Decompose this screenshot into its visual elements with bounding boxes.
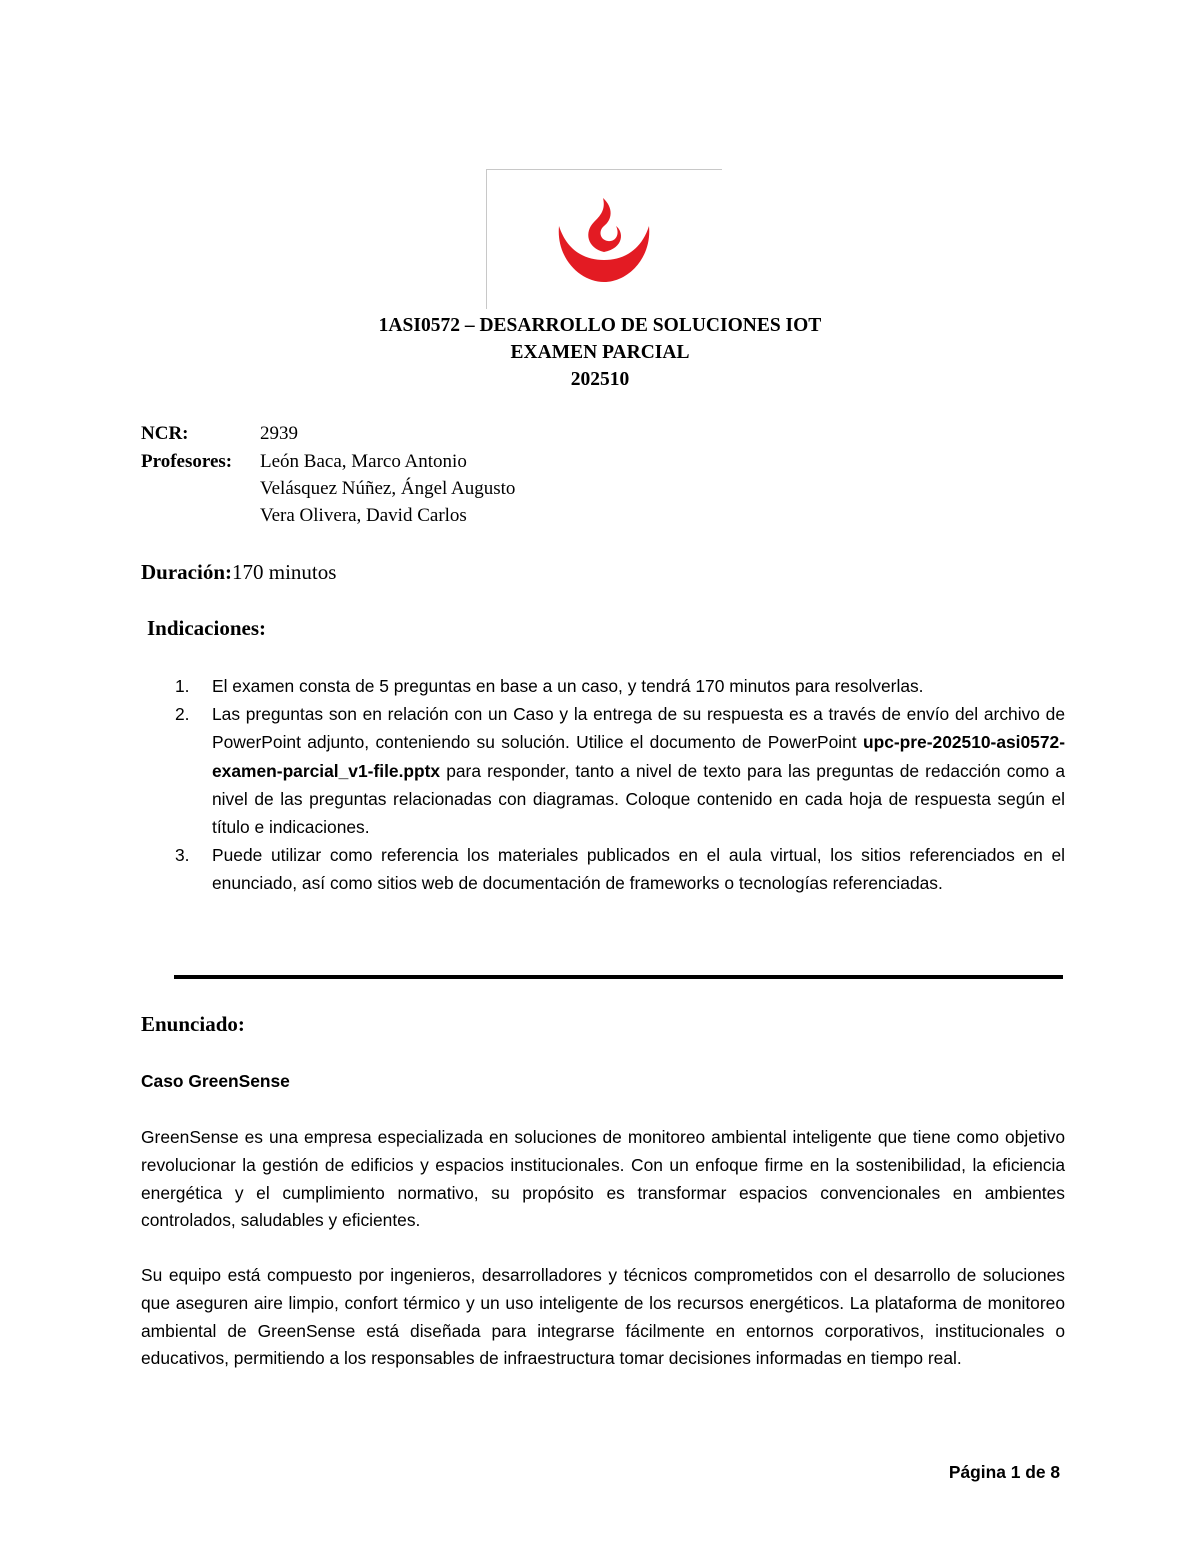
ncr-value: 2939 bbox=[260, 423, 298, 444]
statement-paragraph: GreenSense es una empresa especializada en soluciones de monitoreo ambiental inteligente que tiene como objetivo revolucionar la gestión de edificios y espacios institucionales. Con un enfoque firme en la sostenibilidad, la eficiencia energética y el cumplimiento normativo, su propósito es transformar espacios convencionales en ambientes controlados, saludables y eficientes. bbox=[141, 1127, 1065, 1231]
list-item bbox=[141, 700, 1065, 841]
page-number: Página 1 de 8 bbox=[948, 1462, 1060, 1482]
course-title: 1ASI0572 – DESARROLLO DE SOLUCIONES IOT bbox=[378, 315, 822, 336]
instructions-list bbox=[141, 672, 1065, 898]
statement-paragraph: Su equipo está compuesto por ingenieros, desarrolladores y técnicos comprometidos con el desarrollo de soluciones que aseguren aire limpio, confort térmico y un uso inteligente de los recursos energéticos. La plataforma de monitoreo ambiental de GreenSense está diseñada para integrarse fácilmente en entornos corporativos, institucionales o educativos, permitiendo a los responsables de infraestructura tomar decisiones informadas en tiempo real. bbox=[141, 1265, 1065, 1369]
list-item bbox=[141, 841, 1065, 897]
item-number: 2. bbox=[175, 704, 190, 725]
ncr-label: NCR: bbox=[141, 423, 189, 444]
duration bbox=[141, 559, 336, 585]
item-number: 1. bbox=[175, 676, 190, 696]
university-flame-logo-icon bbox=[554, 196, 654, 284]
indications-heading: Indicaciones: bbox=[147, 616, 267, 640]
professor-name: Vera Olivera, David Carlos bbox=[260, 505, 467, 526]
professor-name: Velásquez Núñez, Ángel Augusto bbox=[260, 478, 516, 499]
duration-label: Duración: bbox=[141, 560, 232, 584]
case-title: Caso GreenSense bbox=[141, 1071, 290, 1091]
item-number: 3. bbox=[175, 845, 190, 866]
file-name: upc-pre-202510-asi0572-examen-parcial_v1-file.pptx bbox=[212, 732, 1065, 781]
item-text: Puede utilizar como referencia los materiales publicados en el aula virtual, los sitios referenciados en el enunciado, así como sitios web de documentación de frameworks o tecnologías referenciadas. bbox=[212, 845, 1065, 894]
professors-label: Profesores: bbox=[141, 451, 233, 472]
section-divider bbox=[174, 975, 1063, 979]
item-text: para responder, tanto a nivel de texto para las preguntas de redacción como a nivel de las preguntas relacionadas con diagramas. Coloque contenido en cada hoja de respuesta según el título e indicaciones. bbox=[212, 760, 1065, 838]
exam-period: 202510 bbox=[570, 369, 630, 390]
professor-name: León Baca, Marco Antonio bbox=[260, 451, 467, 472]
exam-title: EXAMEN PARCIAL bbox=[510, 342, 690, 363]
item-text: Las preguntas son en relación con un Caso y la entrega de su respuesta es a través de envío del archivo de PowerPoint adjunto, conteniendo su solución. Utilice el documento de PowerPoint bbox=[212, 704, 1065, 753]
list-item bbox=[141, 672, 1065, 700]
duration-value: 170 minutos bbox=[232, 560, 337, 584]
statement-heading: Enunciado: bbox=[141, 1012, 245, 1036]
item-text: El examen consta de 5 preguntas en base a un caso, y tendrá 170 minutos para resolverlas. bbox=[212, 676, 924, 696]
